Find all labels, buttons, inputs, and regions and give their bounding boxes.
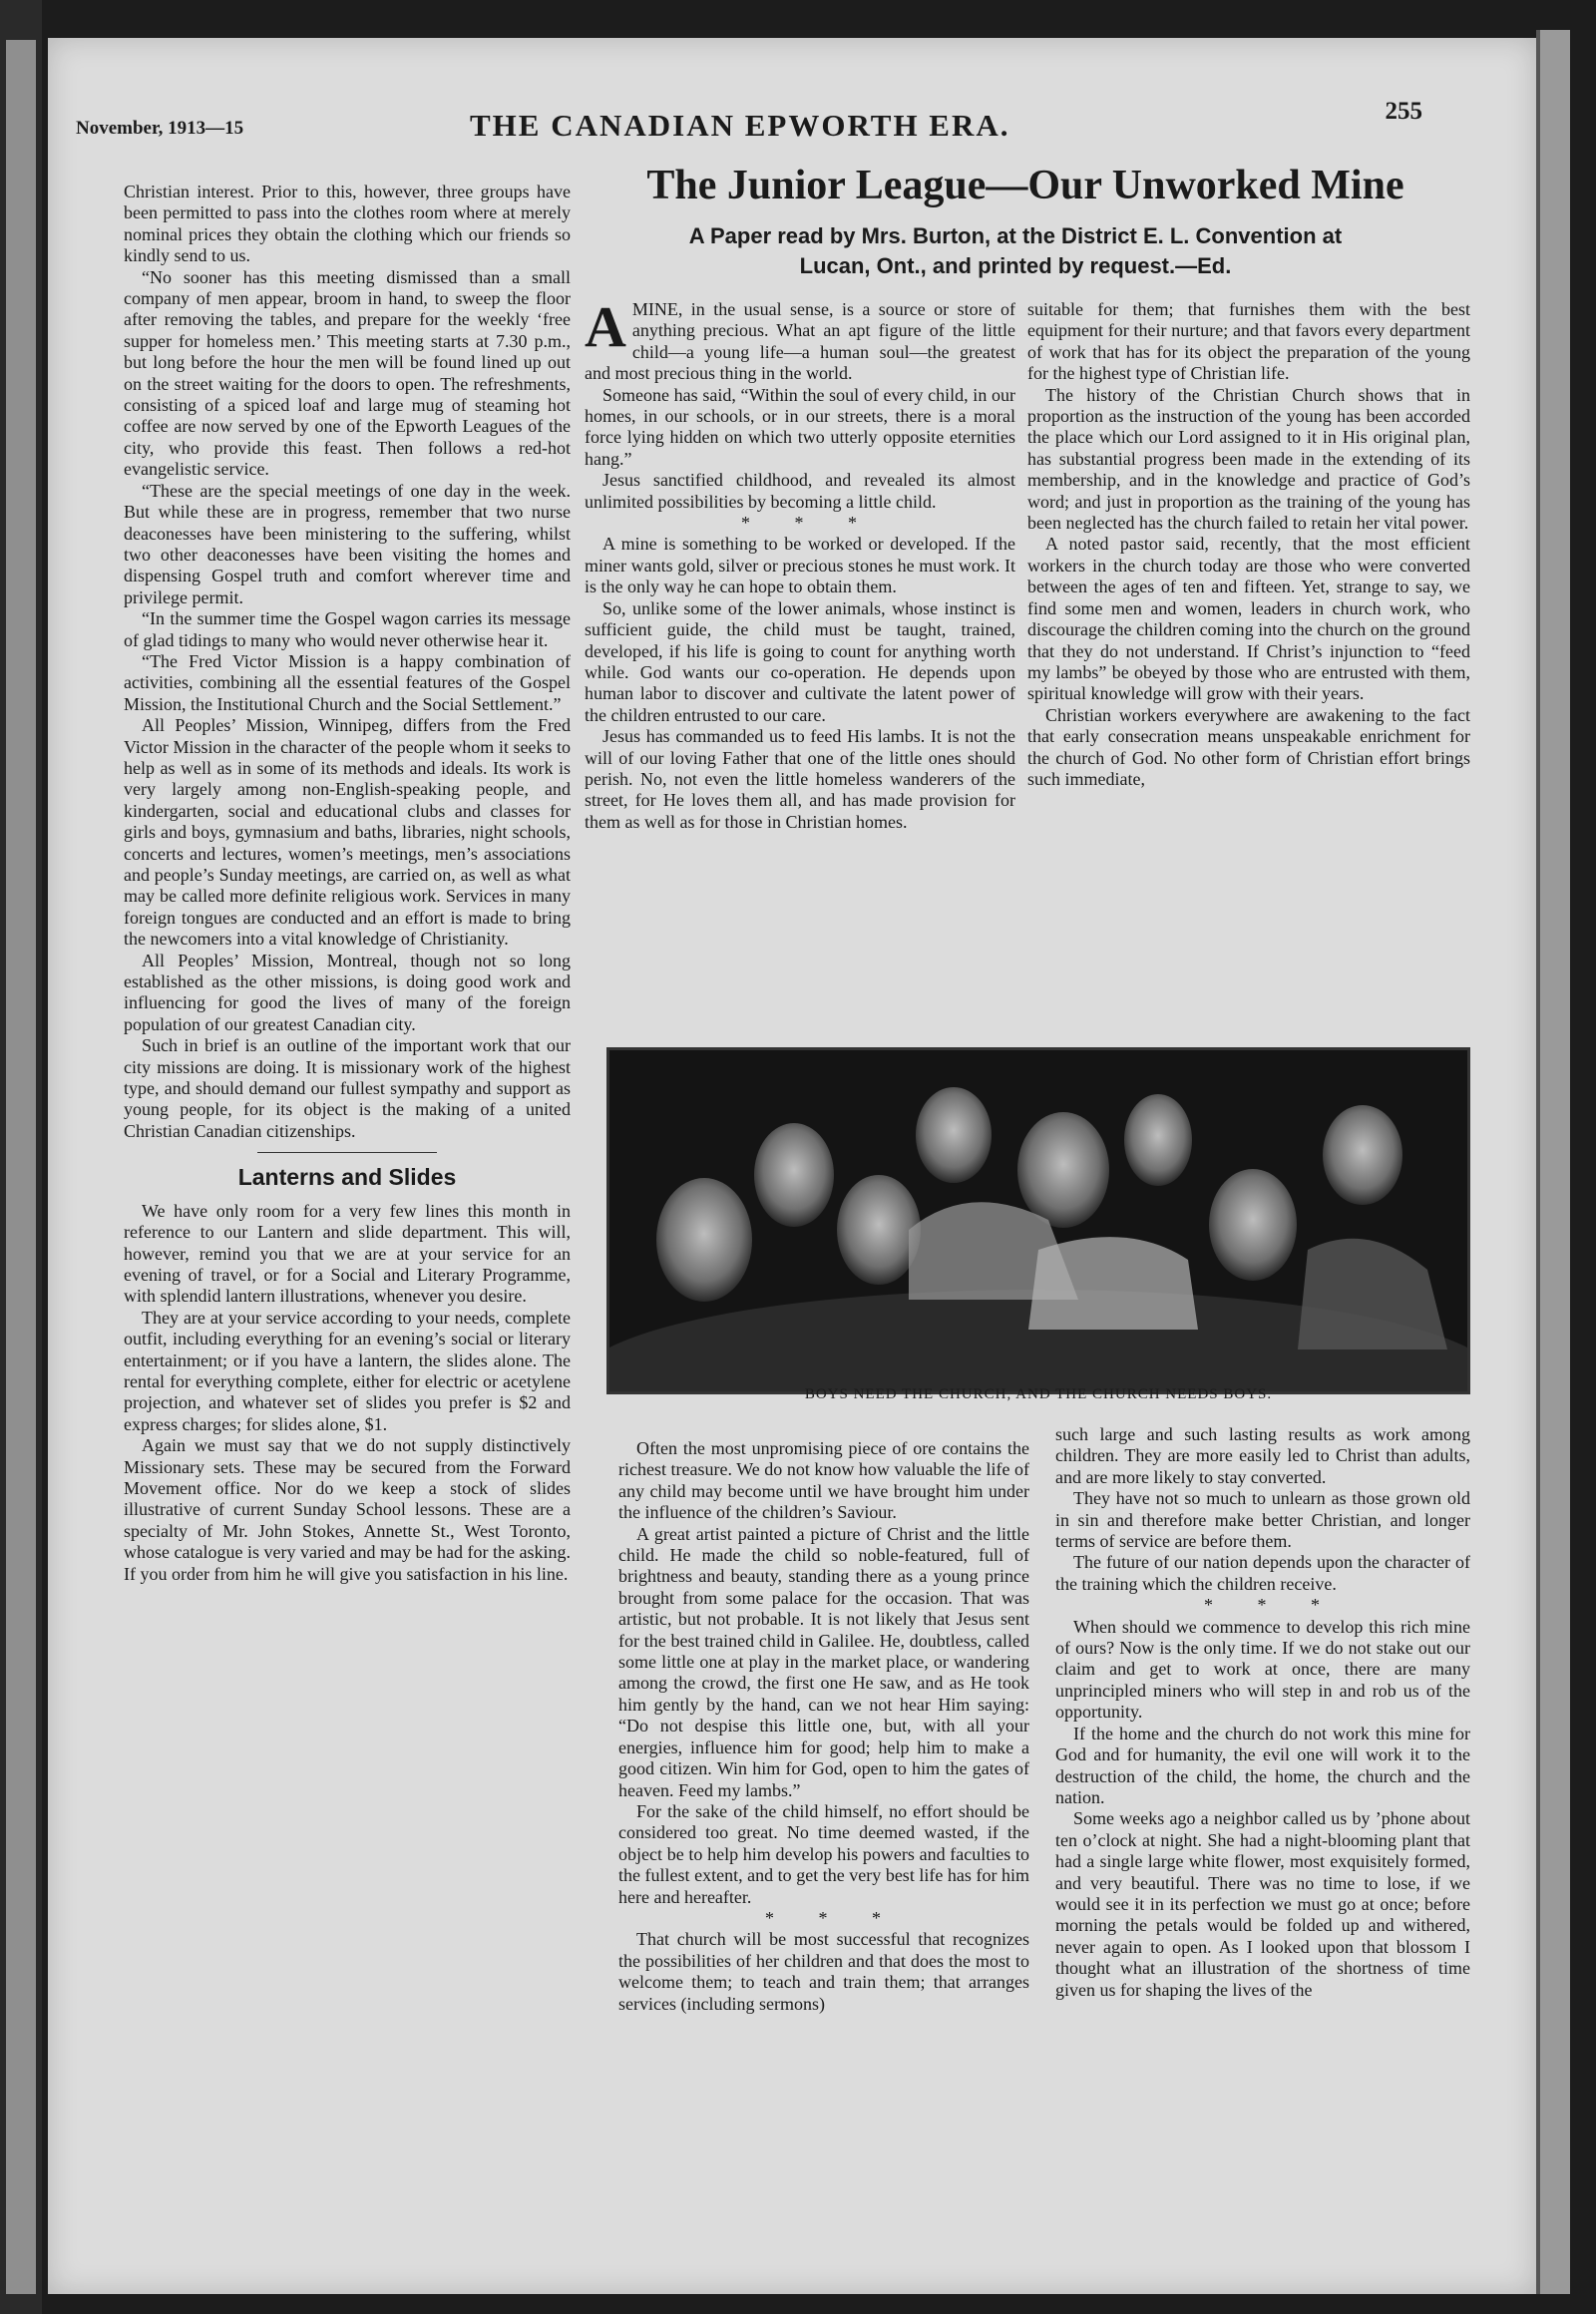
section-divider	[257, 1152, 437, 1153]
section-break-stars: * * *	[1204, 1595, 1340, 1616]
paragraph: For the sake of the child himself, no effort should be considered too great. No time deemed wasted, if the object be to help him develop his powers and faculties to the fullest extent, and to get the very best life has for him here and hereafter.	[618, 1800, 1029, 1907]
paragraph: Again we must say that we do not supply distinctively Missionary sets. These may be secured from the Forward Movement office. Nor do we keep a stock of slides illustrative of current Sunday School lessons. These are a specialty of Mr. John Stokes, Annette St., West Toronto, whose catalogue is very varied and may be had for the asking. If you order from him he will give you satisfaction in his line.	[124, 1435, 571, 1584]
paragraph: When should we commence to develop this rich mine of ours? Now is the only time. If we do not stake out our claim and get to work at once, there are many unprincipled miners who will step in and rob us of the opportunity.	[1055, 1616, 1470, 1723]
paragraph: “In the summer time the Gospel wagon carries its message of glad tidings to many who would never otherwise hear it.	[124, 608, 571, 650]
paragraph: Such in brief is an outline of the important work that our city missions are doing. It is missionary work of the highest type, and should demand our fullest sympathy and support as young people, for its object is the making of a united Christian Canadian citizenships.	[124, 1035, 571, 1141]
section-break-stars: * * *	[741, 513, 877, 534]
boys-group-photo	[606, 1047, 1470, 1394]
article-column-4	[1055, 1424, 1470, 2001]
publication-title: THE CANADIAN EPWORTH ERA.	[470, 108, 1010, 143]
paragraph: The history of the Christian Church shows that in proportion as the instruction of the young has been accorded the place which our Lord assigned to it in His original plan, has substantial progress been made in the extending of its membership, and in the knowledge and practice of God’s word; and just in proportion as the training of the young has been neglected has the church failed to retain her vital power.	[1027, 384, 1470, 534]
paragraph: They have not so much to unlearn as those grown old in sin and therefore make better Christian, and longer terms of service are before them.	[1055, 1488, 1470, 1552]
subtitle-line: Lucan, Ont., and printed by request.—Ed.	[799, 253, 1232, 278]
paragraph: Christian workers everywhere are awakening to the fact that early consecration means unspeakable enrichment for the church of God. No other form of Christian effort brings such immediate,	[1027, 704, 1470, 789]
paragraph: So, unlike some of the lower animals, whose instinct is sufficient guide, the child must be taught, trained, developed, if his life is going to count for anything worth while. God wants our co-operation. He depends upon human labor to discover and cultivate the latent power of the children entrusted to our care.	[585, 597, 1015, 725]
paragraph: suitable for them; that furnishes them with the best equipment for their nurture; and that favors every department of work that has for its object the preparation of the young for the highest type of Christian life.	[1027, 299, 1470, 384]
page-header	[76, 70, 1422, 143]
facing-page-edge	[6, 40, 36, 2294]
paragraph: “These are the special meetings of one day in the week. But while these are in progress, remember that two nurse deaconesses have been ministering to the suffering, whilst two other deaconesses have been visiting the homes and dispensing Gospel truth and comfort wherever time and privilege permit.	[124, 480, 571, 607]
paragraph: That church will be most successful that recognizes the possibilities of her children and that does the most to welcome them; to teach and train them; that arranges services (including sermons)	[618, 1929, 1029, 2014]
article-subtitle	[616, 221, 1414, 281]
paragraph: All Peoples’ Mission, Winnipeg, differs from the Fred Victor Mission in the character of the people whom it seeks to help as well as in some of its methods and ideals. Its work is very largely among non-English-speaking people, and kindergarten, social and educational clubs and classes for girls and boys, gymnasium and baths, libraries, night schools, concerts and lectures, women’s meetings, men’s associations and people’s Sunday meetings, are carried on, as well as what may be called more definite religious work. Services in many foreign tongues are conducted and an effort is made to bring the newcomers into a vital knowledge of Christianity.	[124, 715, 571, 950]
article-column-1	[585, 294, 1015, 833]
article-title: The Junior League—Our Unworked Mine	[646, 163, 1404, 208]
lanterns-heading: Lanterns and Slides	[237, 1164, 457, 1191]
opening-paragraph	[585, 294, 1015, 385]
paragraph: A mine is something to be worked or developed. If the miner wants gold, silver or precious stones he must work. It is the only way he can hope to obtain them.	[585, 534, 1015, 597]
paragraph: A great artist painted a picture of Christ and the little child. He made the child so noble-featured, full of brightness and beauty, standing there as a young prince brought from some palace for the occasion. That was artistic, but not probable. It is not likely that Jesus sent for the best trained child in Galilee. He, doubtless, called some little one at play in the market place, or wandering among the crowd, the first one He saw, and as He took him gently by the hand, can we not hear Him saying: “Do not despise this little one, but, with all your energies, influence him for good; help him to make a good citizen. Win him for God, open to him the gates of heaven. Feed my lambs.”	[618, 1523, 1029, 1800]
page-number: 255	[1385, 98, 1422, 125]
paragraph: We have only room for a very few lines this month in reference to our Lantern and slide department. This will, however, remind you that we are at your service for an evening of travel, or for a Social and Literary Programme, with splendid lantern illustrations, whenever you desire.	[124, 1200, 571, 1307]
paragraph: “No sooner has this meeting dismissed than a small company of men appear, broom in hand, to sweep the floor after removing the tables, and prepare for the weekly ‘free supper for homeless men.’ This meeting starts at 7.30 p.m., but long before the hour the men will be found lined up out on the street waiting for the doors to open. The refreshments, consisting of a spiced loaf and large mug of steaming hot coffee are now served by one of the Epworth Leagues of the city, who provide this feast. Then follows a red-hot evangelistic service.	[124, 266, 571, 480]
paragraph: Someone has said, “Within the soul of every child, in our homes, in our schools, or in our streets, there is a moral force lying hidden on which two utterly opposite eternities hang.”	[585, 384, 1015, 469]
paragraph: Jesus has commanded us to feed His lambs. It is not the will of our loving Father that one of the little ones should perish. No, not even the little homeless wanderers of the street, for He loves them all, and has made provision for them as well as for those in Christian homes.	[585, 726, 1015, 832]
paragraph: Christian interest. Prior to this, however, three groups have been permitted to pass into the clothes room where at merely nominal prices they obtain the clothing which our friends so kindly send to us.	[124, 182, 571, 266]
paragraph: “The Fred Victor Mission is a happy combination of activities, combining all the essential features of the Gospel Mission, the Institutional Church and the Social Settlement.”	[124, 650, 571, 714]
photo-caption: BOYS NEED THE CHURCH, AND THE CHURCH NEEDS BOYS.	[804, 1386, 1273, 1402]
paragraph: All Peoples’ Mission, Montreal, though not so long established as the other missions, is doing good work and influencing for good the lives of many of the foreign population of our greatest Canadian city.	[124, 950, 571, 1034]
paragraph: If the home and the church do not work this mine for God and for humanity, the evil one will work it to the destruction of the child, the home, the church and the nation.	[1055, 1723, 1470, 1807]
drop-cap: A	[585, 294, 626, 359]
paragraph: Some weeks ago a neighbor called us by ’phone about ten o’clock at night. She had a night-blooming plant that had a single large white flower, most exquisitely formed, and very beautiful. There was no time to lose, if we would see it in its perfection we must go at once; before morning the petals would be folded up and withered, never again to open. As I looked upon that blossom I thought what an illustration of the shortness of time given us for shaping the lives of the	[1055, 1808, 1470, 2000]
paragraph: The future of our nation depends upon the character of the training which the children receive.	[1055, 1552, 1470, 1594]
opening-text: MINE, in the usual sense, is a source or store of anything precious. What an apt figure of the little child—a young life—a human soul—the greatest and most precious thing in the world.	[585, 299, 1015, 384]
section-break-stars: * * *	[765, 1907, 901, 1928]
paragraph: such large and such lasting results as work among children. They are more easily led to Christ than adults, and are more likely to stay converted.	[1055, 1424, 1470, 1487]
issue-date: November, 1913—15	[76, 118, 244, 139]
left-column	[124, 182, 571, 1585]
subtitle-line: A Paper read by Mrs. Burton, at the District E. L. Convention at	[688, 223, 1343, 248]
right-page-edge	[1536, 30, 1570, 2294]
photo-illustration	[609, 1050, 1467, 1391]
paragraph: Jesus sanctified childhood, and revealed its almost unlimited possibilities by becoming a little child.	[585, 470, 1015, 512]
article-column-3	[618, 1438, 1029, 2015]
paragraph: A noted pastor said, recently, that the most efficient workers in the church today are those who were converted between the ages of ten and fifteen. Yet, strange to say, we find some men and women, leaders in church work, who discourage the children coming into the church on the ground that they do not understand. If Christ’s injunction to “feed my lambs” be obeyed by those who are entrusted with them, spiritual knowledge will grow with their years.	[1027, 534, 1470, 704]
article-column-2	[1027, 299, 1470, 790]
paragraph: They are at your service according to your needs, complete outfit, including everything for an evening’s social or literary entertainment; or if you have a lantern, the slides alone. The rental for everything complete, either for electric or acetylene projection, and whatever set of slides you prefer is $2 and express charges; for slides alone, $1.	[124, 1307, 571, 1434]
paragraph: Often the most unpromising piece of ore contains the richest treasure. We do not know how valuable the life of any child may become until we have brought him under the influence of the children’s Saviour.	[618, 1438, 1029, 1523]
